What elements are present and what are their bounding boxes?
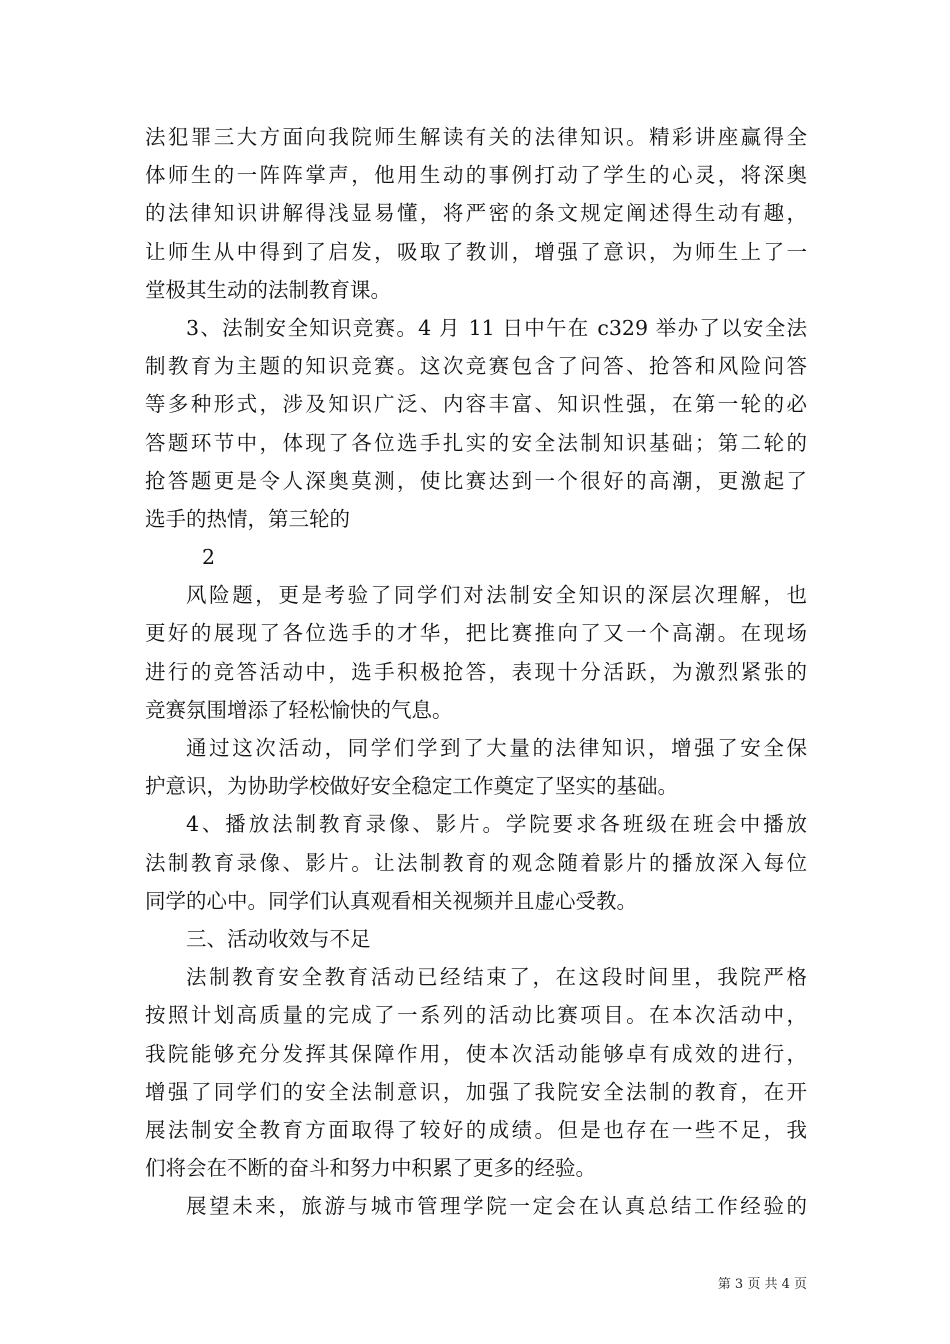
text-line: 抢答题更是令人深奥莫测，使比赛达到一个很好的高潮，更激起了 [145,468,807,493]
text-line: 风险题，更是考验了同学们对法制安全知识的深层次理解，也 [186,583,807,608]
document-body [145,118,807,1225]
text-line: 通过这次活动，同学们学到了大量的法律知识，增强了安全保 [186,736,807,760]
text-line: 展法制安全教育方面取得了较好的成绩。但是也存在一些不足，我 [145,1117,807,1142]
text-line: 3、法制安全知识竞赛。4 月 11 日中午在 c329 举办了以安全法 [186,315,807,340]
text-line: 三、活动收效与不足 [186,926,371,951]
text-line: 展望未来，旅游与城市管理学院一定会在认真总结工作经验的 [186,1194,807,1219]
text-line: 更好的展现了各位选手的才华，把比赛推向了又一个高潮。在现场 [145,621,807,646]
text-line: 护意识，为协助学校做好安全稳定工作奠定了坚实的基础。 [145,774,678,799]
text-line: 答题环节中，体现了各位选手扎实的安全法制知识基础；第二轮的 [145,430,807,455]
page-number-marker: 2 [202,545,216,570]
text-line: 制教育为主题的知识竞赛。这次竞赛包含了问答、抢答和风险问答 [145,354,807,379]
text-line: 竞赛氛围增添了轻松愉快的气息。 [145,697,453,722]
text-line: 增强了同学们的安全法制意识，加强了我院安全法制的教育，在开 [145,1079,807,1104]
text-line: 的法律知识讲解得浅显易懂，将严密的条文规定阐述得生动有趣， [145,201,807,226]
text-line: 法犯罪三大方面向我院师生解读有关的法律知识。精彩讲座赢得全 [145,125,807,149]
text-line: 同学的心中。同学们认真观看相关视频并且虚心受教。 [145,888,637,913]
text-line: 堂极其生动的法制教育课。 [145,277,391,302]
text-line: 选手的热情，第三轮的 [145,506,350,531]
text-line: 法制教育录像、影片。让法制教育的观念随着影片的播放深入每位 [145,850,807,875]
text-line: 4、播放法制教育录像、影片。学院要求各班级在班会中播放 [186,812,807,837]
text-line: 让师生从中得到了启发，吸取了教训，增强了意识，为师生上了一 [145,239,807,264]
text-line: 们将会在不断的奋斗和努力中积累了更多的经验。 [145,1156,596,1181]
page-footer: 第 3 页 共 4 页 [717,1277,807,1292]
text-line: 等多种形式，涉及知识广泛、内容丰富、知识性强，在第一轮的必 [145,392,807,417]
text-line: 法制教育安全教育活动已经结束了，在这段时间里，我院严格 [186,965,807,990]
text-line: 我院能够充分发挥其保障作用，使本次活动能够卓有成效的进行， [145,1041,807,1066]
text-line: 进行的竞答活动中，选手积极抢答，表现十分活跃，为激烈紧张的 [145,659,807,684]
text-line: 按照计划高质量的完成了一系列的活动比赛项目。在本次活动中， [145,1003,807,1028]
text-line: 体师生的一阵阵掌声，他用生动的事例打动了学生的心灵，将深奥 [145,163,807,188]
